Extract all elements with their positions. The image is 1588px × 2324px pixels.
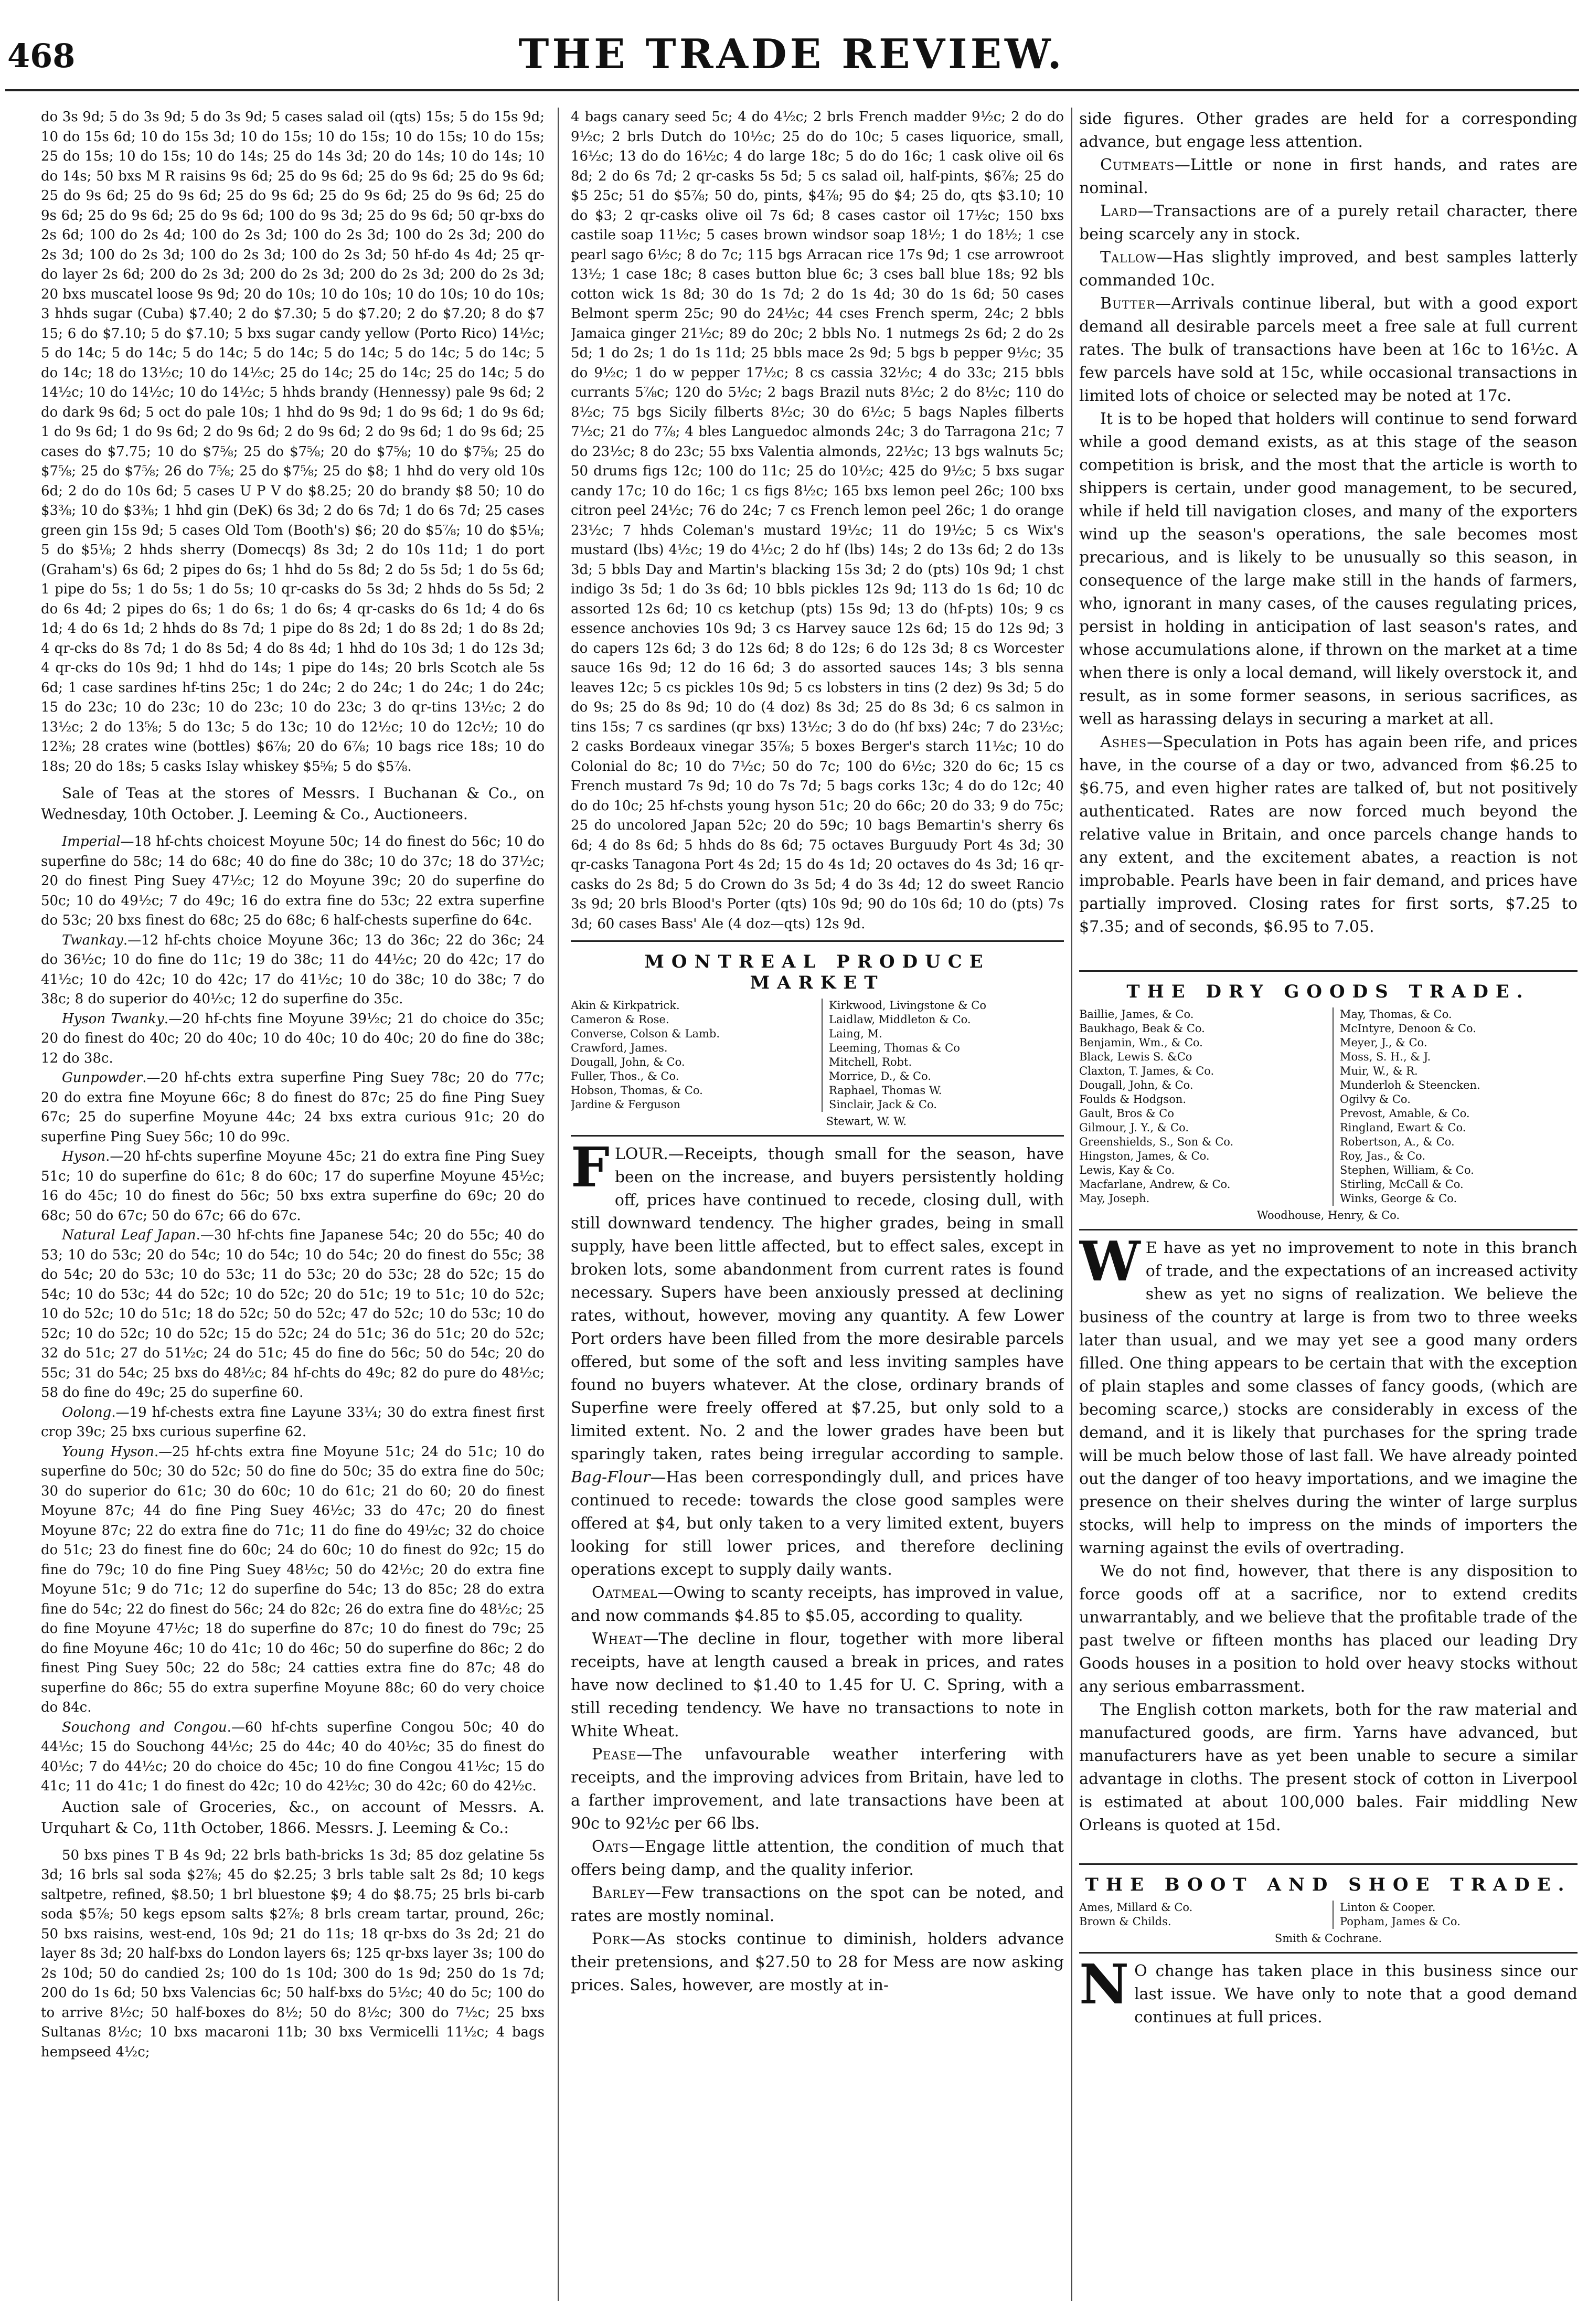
paragraph-label: Pork — [592, 1930, 630, 1948]
paragraph-label: Barley — [592, 1884, 646, 1902]
tea-lot-label: Oolong — [62, 1404, 112, 1420]
firm-list-left — [571, 999, 813, 1112]
firm-name: May, Joseph. — [1079, 1192, 1150, 1205]
firm-name: Muir, W., & R. — [1340, 1065, 1418, 1077]
paragraph-text: —Engage little attention, the condition of much that offers being damp, and the quality inferior. — [571, 1838, 1064, 1879]
tea-lot — [41, 931, 545, 1010]
market-paragraph — [1079, 246, 1578, 292]
firm-name: Meyer, J., & Co. — [1340, 1036, 1427, 1049]
dry-goods-text: E have as yet no improvement to note in this branch of trade, and the expectations of an increased activity shew as yet no signs of realization. We believe the business of the country at large is from two to three weeks later than usual, and we may yet see a good many orders filled. One thing appears to be certain that with the exception of plain staples and some classes of fancy goods, (which are becoming scarce,) stocks are considerably in excess of the demand, and it is likely that purchases for the spring trade will be much below those of last fall. We have already pointed out the danger of too heavy importations, and we imagine the presence on their shelves during the winter of large surplus stocks, will help to impress on the minds of importers the warning against the evils of overtrading. — [1079, 1239, 1578, 1557]
market-paragraph — [571, 1928, 1064, 1997]
grocery-lots-text: 50 bxs pines T B 4s 9d; 22 brls bath-bricks 1s 3d; 85 doz gelatine 5s 3d; 16 brls sal soda $2⅞; 45 do $2.25; 3 brls table salt 2s 8d; 10 kegs saltpetre, refined, $8.50; 1 brl bluestone $9; 4 do $8.75; 25 brls bi-carb soda $5⅞; 50 kegs epsom salts $2⅞; 8 brls cream tartar, pround, 26c; 50 bxs raisins, west-end, 10s 9d; 21 do 11s; 18 qr-bxs do 3s 2d; 21 do layer 8s 3d; 20 half-bxs do London layers 6s; 125 qr-bxs layer 3s; 100 do 2s 10d; 50 do candied 2s; 100 do 1s 10d; 300 do 1s 9d; 250 do 1s 7d; 200 do 1s 6d; 50 bxs Valencias 6c; 50 half-bxs do 5½c; 40 do 5c; 100 do to arrive 8½c; 50 half-boxes do 8½; 50 do 8½c; 300 do 7½c; 25 bxs Sultanas 8½c; 10 bxs macaroni 11b; 30 bxs Vermicelli 11½c; 4 bags hempseed 4½c; — [41, 1847, 545, 2060]
firm-name: Mitchell, Robt. — [829, 1056, 912, 1068]
firm-name: Linton & Cooper. — [1340, 1901, 1436, 1914]
dry-goods-paragraph: We do not find, however, that there is any disposition to force goods off at a sacrifice, nor to extend credits unwarrantably, and we believe that the profitable trade of the past twelve or fifteen months has placed our leading Dry Goods houses in a position to hold over heavy stocks without any serious embarrassment. — [1079, 1562, 1578, 1696]
market-paragraph — [571, 1582, 1064, 1628]
firm-name: Jardine & Ferguson — [571, 1098, 680, 1111]
firm-name: Dougall, John, & Co. — [1079, 1079, 1193, 1091]
firm-name: Prevost, Amable, & Co. — [1340, 1107, 1470, 1120]
market-paragraphs — [1079, 154, 1578, 408]
paragraph-label: Butter — [1100, 294, 1156, 313]
bag-flour-label: Bag-Flour — [571, 1468, 651, 1487]
market-paragraph — [1079, 200, 1578, 246]
paragraph-label: Oats — [592, 1838, 630, 1856]
firm-name: Laing, M. — [829, 1027, 882, 1040]
paragraph-text: —Little or none in first hands, and rates are nominal. — [1079, 156, 1578, 197]
header-rule — [5, 89, 1579, 91]
paragraph-text: —Few transactions on the spot can be noted, and rates are mostly nominal. — [571, 1884, 1064, 1925]
tea-lot-text: .—60 hf-chts superfine Congou 50c; 40 do 44½c; 15 do Souchong 44½c; 25 do 44c; 40 do 40½c; 35 do finest do 40½c; 7 do 44½c; 20 do choice do 45c; 10 do fine Congou 41½c; 15 do 41c; 11 do 41c; 1 do finest do 42c; 10 do 42½c; 30 do 42c; 60 do 42½c. — [41, 1719, 545, 1794]
section-rule — [1079, 970, 1578, 972]
section-rule — [1079, 1229, 1578, 1230]
firm-name: Sinclair, Jack & Co. — [829, 1098, 937, 1111]
firm-name: Crawford, James. — [571, 1042, 668, 1054]
firm-name: Kirkwood, Livingstone & Co — [829, 999, 986, 1012]
firm-name: Brown & Childs. — [1079, 1915, 1171, 1928]
tea-lot-label: Hyson Twanky — [62, 1011, 164, 1027]
firm-name: Converse, Colson & Lamb. — [571, 1027, 720, 1040]
ashes-text: —Speculation in Pots has again been rife, and prices have, in the course of a day or two, advanced from $6.25 to $6.75, and even higher rates are talked of, but not positively authenticated. Rates are now forced much beyond the relative value in Britain, and once parcels change hands to any extent, and the excitement abates, a reaction is not improbable. Pearls have been in fair demand, and prices have partially improved. Closing rates for first sorts, $7.25 to $7.35; and of seconds, $6.95 to 7.05. — [1079, 733, 1578, 936]
drop-cap: F — [571, 1135, 610, 1200]
drop-cap: N — [1079, 1952, 1129, 2017]
tea-lot-text: .—20 hf-chts extra superfine Ping Suey 78c; 20 do 77c; 20 do extra fine Moyune 66c; 8 do finest do 87c; 25 do fine Ping Suey 67c; 25 do superfine Moyune 44c; 24 bxs extra curious 91c; 20 do superfine Ping Suey 56c; 10 do 99c. — [41, 1070, 545, 1145]
paragraph-text: —As stocks continue to diminish, holders advance their pretensions, and $27.50 to 28 for Mess are now asking prices. Sales, however, are mostly at in- — [571, 1930, 1064, 1994]
firm-list-right — [1333, 1007, 1578, 1206]
firm-name: Popham, James & Co. — [1340, 1915, 1461, 1928]
flour-text: LOUR.—Receipts, though small for the season, have been on the increase, and buyers persistently holding off, prices have continued to recede, closing dull, with still downward tendency. The higher grades, being in small supply, have been little affected, but to effect sales, except in broken lots, some abandonment from current rates is found necessary. Supers have been anxiously pressed at declining rates, without, however, moving any quantity. A few Lower Port orders have been filled from the more desirable parcels offered, but some of the soft and less inviting samples have found no buyers whatever. At the close, ordinary brands of Superfine were freely offered at $7.25, but only sold to a limited extent. No. 2 and the lower grades have been but sparingly taken, rates being irregular according to sample. — [571, 1145, 1064, 1463]
firm-list — [1079, 1007, 1578, 1206]
paragraph-text: —The decline in flour, together with more liberal receipts, have at length caused a break in prices, and rates have now declined to $1.40 to 1.45 for U. C. Spring, with a still receding tendency. We have no transactions to note in White Wheat. — [571, 1630, 1064, 1741]
paragraph-text: —Transactions are of a purely retail character, there being scarcely any in stock. — [1079, 202, 1578, 243]
tea-lot-label: Twankay — [62, 932, 123, 948]
tea-lot-text: .—20 hf-chts fine Moyune 39½c; 21 do choice do 35c; 20 do finest do 40c; 20 do 40c; 10 do 40c; 10 do 40c; 20 do fine do 38c; 12 do 38c. — [41, 1011, 545, 1066]
column-divider — [558, 108, 559, 2301]
paragraph-label: Wheat — [592, 1630, 643, 1648]
tea-lot-text: —18 hf-chts choicest Moyune 50c; 14 do finest do 56c; 10 do superfine do 58c; 14 do 68c; 40 do fine do 38c; 10 do 37c; 18 do 37½c; 20 do finest Ping Suey 47½c; 12 do Moyune 39c; 20 do superfine do 50c; 10 do 49½c; 7 do 49c; 16 do extra fine do 53c; 22 extra superfine do 53c; 20 bxs finest do 68c; 25 do 68c; 6 half-chests superfine do 64c. — [41, 834, 545, 928]
section-rule — [1079, 1952, 1578, 1954]
page-header — [7, 30, 1576, 88]
firm-list-left — [1079, 1007, 1324, 1206]
paragraph-label: Oatmeal — [592, 1584, 658, 1602]
firm-name: Hobson, Thomas, & Co. — [571, 1084, 703, 1097]
boot-shoe-text: O change has taken place in this business since our last issue. We have only to note that a good demand continues at full prices. — [1134, 1962, 1578, 2026]
column-1 — [41, 108, 545, 2306]
market-paragraphs — [571, 1582, 1064, 1997]
tea-lot — [41, 1442, 545, 1718]
tea-lot — [41, 1147, 545, 1226]
firm-name: McIntyre, Denoon & Co. — [1340, 1022, 1476, 1035]
flour-paragraph — [571, 1135, 1064, 1582]
tea-lot-label: Hyson — [62, 1149, 106, 1164]
firm-name: Claxton, T. James, & Co. — [1079, 1065, 1214, 1077]
firm-name: Macfarlane, Andrew, & Co. — [1079, 1178, 1231, 1191]
tea-lot-text: .—20 hf-chts superfine Moyune 45c; 21 do extra fine Ping Suey 51c; 10 do superfine do 61c; 8 do 60c; 17 do superfine Moyune 45½c; 16 do 45c; 10 do finest do 56c; 50 bxs extra superfine do 69c; 20 do 68c; 50 do 67c; 50 do 67c; 66 do 67c. — [41, 1149, 545, 1224]
market-paragraph — [1079, 154, 1578, 200]
firm-name: Baukhago, Beak & Co. — [1079, 1022, 1205, 1035]
firm-name: Raphael, Thomas W. — [829, 1084, 942, 1097]
firm-list-left — [1079, 1901, 1324, 1929]
market-paragraph — [571, 1835, 1064, 1882]
journal-title: THE TRADE REVIEW. — [518, 30, 1065, 78]
drop-cap: W — [1079, 1229, 1141, 1293]
tea-lots — [41, 832, 545, 1797]
firm-name: Cameron & Rose. — [571, 1013, 669, 1026]
grocery-sale-notice: Auction sale of Groceries, &c., on account of Messrs. A. Urquhart & Co, 11th October, 1866. Messrs. J. Leeming & Co.: — [41, 1798, 545, 1837]
column-2 — [571, 108, 1064, 2306]
firm-name: Fuller, Thos., & Co. — [571, 1070, 679, 1083]
market-paragraph — [1079, 292, 1578, 408]
tea-lot-label: Natural Leaf Japan — [62, 1227, 196, 1243]
firm-name: Gault, Bros & Co — [1079, 1107, 1174, 1120]
tea-lot-label: Imperial — [62, 834, 121, 850]
firm-name: Ringland, Ewart & Co. — [1340, 1121, 1466, 1134]
tea-lot-text: .—30 hf-chts fine Japanese 54c; 20 do 55c; 40 do 53; 10 do 53c; 20 do 54c; 10 do 54c; 10 do 54c; 20 do finest do 55c; 38 do 54c; 20 do 53c; 10 do 53c; 11 do 53c; 20 do 53c; 28 do 52c; 15 do 54c; 10 do 53c; 44 do 52c; 10 do 52c; 20 do 51c; 19 to 51c; 10 do 52c; 10 do 52c; 10 do 51c; 18 do 52c; 50 do 52c; 47 do 52c; 10 do 53c; 10 do 52c; 10 do 52c; 10 do 52c; 15 do 52c; 24 do 51c; 36 do 51c; 20 do 52c; 32 do 51c; 27 do 51½c; 24 do 51c; 45 do fine do 56c; 50 do 54c; 20 do 55c; 31 do 54c; 25 bxs do 48½c; 84 hf-chts do 49c; 82 do pure do 48½c; 58 do fine do 49c; 25 do superfine 60. — [41, 1227, 545, 1400]
market-paragraph — [571, 1743, 1064, 1835]
firm-name: Roy, Jas., & Co. — [1340, 1150, 1426, 1162]
firm-name: Robertson, A., & Co. — [1340, 1136, 1455, 1148]
tea-lot — [41, 1068, 545, 1147]
market-paragraph — [571, 1882, 1064, 1928]
firm-list-footer: Smith & Cochrane. — [1274, 1932, 1382, 1945]
firm-name: Winks, George & Co. — [1340, 1192, 1457, 1205]
firm-name: Ogilvy & Co. — [1340, 1093, 1411, 1106]
firm-name: Leeming, Thomas & Co — [829, 1042, 960, 1054]
firm-list — [571, 999, 1064, 1112]
firm-name: Stephen, William, & Co. — [1340, 1164, 1474, 1176]
firm-list-footer: Woodhouse, Henry, & Co. — [1256, 1209, 1400, 1222]
tea-lot — [41, 1010, 545, 1069]
firm-name: Foulds & Hodgson. — [1079, 1093, 1187, 1106]
firm-list — [1079, 1901, 1578, 1929]
butter-paragraph: It is to be hoped that holders will continue to send forward while a good demand exists, as at this stage of the season competition is brisk, and the most that the article is worth to shippers is certain, under good management, to be secured, while if held till navigation closes, and many of the exporters wind up the season's operations, the sale becomes most precarious, and is likely to be unusually so this season, in consequence of the large make still in the hands of farmers, who, ignorant in many cases, of the causes regulating prices, persist in holding in anticipation of last season's rates, and whose accumulations alone, if thrown on the market at a time when there is only a local demand, will likely overstock it, and result, as in some former seasons, in serious sacrifices, as well as harassing delays in securing a market at all. — [1079, 410, 1578, 728]
paragraph-label: Pease — [592, 1745, 637, 1764]
market-continued-text: side figures. Other grades are held for a corresponding advance, but engage less attention. — [1079, 110, 1578, 151]
firm-name: Moss, S. H., & J. — [1340, 1050, 1431, 1063]
tea-lot-label: Souchong and Congou — [62, 1719, 227, 1735]
firm-name: Benjamin, Wm., & Co. — [1079, 1036, 1203, 1049]
section-rule — [571, 1135, 1064, 1137]
firm-name: Morrice, D., & Co. — [829, 1070, 931, 1083]
column-divider — [1071, 108, 1072, 2301]
firm-name: Dougall, John, & Co. — [571, 1056, 685, 1068]
tea-lot-text: .—12 hf-chts choice Moyune 36c; 13 do 36c; 22 do 36c; 24 do 36½c; 10 do fine do 11c; 19 do 38c; 11 do 44½c; 20 do 42c; 17 do 41½c; 10 do 42c; 10 do 42c; 17 do 41½c; 10 do 38c; 10 do 38c; 7 do 38c; 8 do superior do 40½c; 12 do superfine do 35c. — [41, 932, 545, 1007]
firm-name: Ames, Millard & Co. — [1079, 1901, 1193, 1914]
paragraph-text: —Has slightly improved, and best samples latterly commanded 10c. — [1079, 248, 1578, 290]
bag-flour-text: —Has been correspondingly dull, and prices have continued to recede: towards the close good samples were offered at $4, but only taken to a very limited extent, buyers looking for still lower prices, and therefore declining operations except to supply daily wants. — [571, 1468, 1064, 1579]
tea-lot — [41, 1226, 545, 1403]
firm-name: Gilmour, J. Y., & Co. — [1079, 1121, 1189, 1134]
firm-name: Laidlaw, Middleton & Co. — [829, 1013, 971, 1026]
firm-list-right — [1333, 1901, 1578, 1929]
firm-name: Stirling, McCall & Co. — [1340, 1178, 1464, 1191]
ashes-paragraph — [1079, 731, 1578, 939]
page-number: 468 — [7, 37, 76, 75]
auction-continued-text: do 3s 9d; 5 do 3s 9d; 5 do 3s 9d; 5 cases salad oil (qts) 15s; 5 do 15s 9d; 10 do 15s 6d; 10 do 15s 3d; 10 do 15s; 10 do 15s; 10 do 15s; 10 do 15s; 25 do 15s; 10 do 15s; 10 do 14s; 25 do 14s 3d; 20 do 14s; 10 do 14s; 10 do 14s; 50 bxs M R raisins 9s 6d; 25 do 9s 6d; 25 do 9s 6d; 25 do 9s 6d; 25 do 9s 6d; 25 do 9s 6d; 25 do 9s 6d; 25 do 9s 6d; 25 do 9s 6d; 25 do 9s 6d; 25 do 9s 6d; 25 do 9s 6d; 100 do 9s 3d; 25 do 9s 6d; 50 qr-bxs do 2s 6d; 100 do 2s 4d; 100 do 2s 3d; 100 do 2s 3d; 100 do 2s 3d; 200 do 2s 3d; 100 do 2s 3d; 100 do 2s 3d; 100 do 2s 3d; 50 hf-do 4s 4d; 25 qr-do layer 2s 6d; 200 do 2s 3d; 200 do 2s 3d; 200 do 2s 3d; 200 do 2s 3d; 20 bxs muscatel loose 9s 9d; 20 do 10s; 10 do 10s; 10 do 10s; 10 do 10s; 3 hhds sugar (Cuba) $7.40; 2 do $7.30; 5 do $7.20; 2 do $7.20; 8 do $7 15; 6 do $7.10; 5 do $7.10; 5 bxs sugar candy yellow (Porto Rico) 14½c; 5 do 14c; 5 do 14c; 5 do 14c; 5 do 14c; 5 do 14c; 5 do 14c; 5 do 14c; 5 do 14c; 18 do 13½c; 10 do 14½c; 25 do 14c; 25 do 14c; 25 do 14c; 5 do 14½c; 10 do 14½c; 10 do 14½c; 5 hhds brandy (Hennessy) pale 9s 6d; 2 do dark 9s 6d; 5 oct do pale 10s; 1 hhd do 9s 9d; 1 do 9s 6d; 1 do 9s 6d; 1 do 9s 6d; 1 do 9s 6d; 2 do 9s 6d; 2 do 9s 6d; 2 do 9s 6d; 1 do 9s 6d; 25 cases do $7.75; 10 do $7⅝; 25 do $7⅝; 20 do $7⅝; 10 do $7⅝; 25 do $7⅝; 25 do $7⅝; 26 do 7⅝; 25 do $7⅝; 25 do $8; 1 hhd do very old 10s 6d; 2 do do 10s 6d; 5 cases U P V do $8.25; 20 do brandy $8 50; 10 do $3⅜; 10 do $3⅜; 1 hhd gin (DeK) 6s 3d; 2 do 6s 7d; 1 do 6s 7d; 25 cases green gin 15s 9d; 5 cases Old Tom (Booth's) $6; 20 do $5⅞; 10 do $5⅛; 5 do $5⅛; 2 hhds sherry (Domecqs) 8s 3d; 2 do 10s 11d; 1 do port (Graham's) 6s 6d; 2 pipes do 6s; 1 hhd do 5s 8d; 2 do 5s 5d; 1 do 5s 6d; 1 pipe do 5s; 1 do 5s; 1 do 5s; 10 qr-casks do 5s 3d; 2 hhds do 5s 5d; 2 do 6s 4d; 2 pipes do 6s; 1 do 6s; 1 do 6s; 4 qr-casks do 6s 1d; 4 do 6s 1d; 4 do 6s 1d; 2 hhds do 8s 7d; 1 pipe do 8s 2d; 1 do 8s 2d; 1 do 8s 2d; 4 qr-cks do 8s 7d; 1 do 8s 5d; 4 do 8s 4d; 1 hhd do 10s 3d; 1 do 12s 3d; 4 qr-cks do 10s 9d; 1 hhd do 14s; 1 pipe do 14s; 20 brls Scotch ale 5s 6d; 1 case sardines hf-tins 25c; 1 do 24c; 2 do 24c; 1 do 24c; 1 do 24c; 15 do 23c; 10 do 23c; 10 do 23c; 10 do 23c; 3 do qr-tins 13½c; 2 do 13½c; 2 do 13⅝; 5 do 13c; 5 do 13c; 10 do 12½c; 10 do 12c½; 10 do 12⅜; 28 crates wine (bottles) $6⅞; 20 do 6⅞; 10 bags rice 18s; 10 do 18s; 20 do 18s; 5 casks Islay whiskey $5⅝; 5 do $5⅞. — [41, 109, 545, 774]
market-paragraph — [571, 1628, 1064, 1743]
tea-sale-notice: Sale of Teas at the stores of Messrs. I Buchanan & Co., on Wednesday, 10th October. J. Leeming & Co., Auctioneers. — [41, 784, 545, 823]
paragraph-text: —Owing to scanty receipts, has improved in value, and now commands $4.85 to $5.05, according to quality. — [571, 1584, 1064, 1625]
firm-list-right — [822, 999, 1064, 1112]
section-title: MONTREAL PRODUCE MARKET — [644, 951, 990, 993]
dry-goods-paragraph — [1079, 1229, 1578, 1560]
section-title: THE DRY GOODS TRADE. — [1126, 981, 1530, 1002]
firm-name: May, Thomas, & Co. — [1340, 1008, 1452, 1021]
paragraph-text: —Arrivals continue liberal, but with a good export demand all desirable parcels meet a free sale at full current rates. The bulk of transactions have been at 16c to 16½c. A few parcels have sold at 15c, while occasional transactions in limited lots of choice or selected may be noted at 17c. — [1079, 294, 1578, 405]
paragraph-label: Lard — [1100, 202, 1138, 220]
boot-shoe-paragraph — [1079, 1952, 1578, 2029]
ashes-label: Ashes — [1100, 733, 1147, 751]
firm-name: Greenshields, S., Son & Co. — [1079, 1136, 1234, 1148]
firm-name: Munderloh & Steencken. — [1340, 1079, 1480, 1091]
dry-goods-paragraph: The English cotton markets, both for the raw material and manufactured goods, are firm. Yarns have advanced, but manufacturers have as yet been unable to secure a similar advantage in cloths. The present stock of cotton in Liverpool is estimated at about 100,000 bales. Fair middling New Orleans is quoted at 15d. — [1079, 1701, 1578, 1834]
column-3 — [1079, 108, 1578, 2306]
paragraph-label: Cutmeats — [1100, 156, 1175, 174]
paragraph-label: Tallow — [1100, 248, 1157, 267]
tea-lot-text: .—19 hf-chests extra fine Layune 33¼; 30 do extra finest first crop 39c; 25 bxs curious superfine 62. — [41, 1404, 545, 1440]
tea-lot-text: .—25 hf-chts extra fine Moyune 51c; 24 do 51c; 10 do superfine do 50c; 30 do 52c; 50 do fine do 50c; 35 do extra fine do 50c; 30 do superior do 61c; 30 do 60c; 10 do 61c; 21 do 60; 20 do finest Moyune 87c; 44 do fine Ping Suey 46½c; 33 do 47c; 20 do finest Moyune 87c; 22 do extra fine do 71c; 11 do fine do 49½c; 32 do choice do 51c; 23 do finest fine do 60c; 24 do 60c; 10 do finest do 92c; 15 do fine do 79c; 10 do fine Ping Suey 48½c; 50 do 42½c; 20 do extra fine Moyune 51c; 9 do 71c; 12 do superfine do 54c; 13 do 85c; 28 do extra fine do 54c; 22 do finest do 56c; 24 do 82c; 26 do extra fine do 48½c; 25 do fine Moyune 47½c; 18 do superfine do 87c; 10 do finest do 79c; 25 do fine Moyune 46c; 10 do 41c; 10 do 46c; 50 do superfine do 86c; 2 do finest Ping Suey 50c; 22 do 58c; 24 catties extra fine do 87c; 48 do superfine do 86c; 55 do extra superfine Moyune 88c; 60 do very choice do 84c. — [41, 1444, 545, 1715]
firm-list-footer: Stewart, W. W. — [826, 1115, 907, 1128]
section-rule — [1079, 1863, 1578, 1865]
firm-name: Black, Lewis S. &Co — [1079, 1050, 1192, 1063]
section-rule — [571, 940, 1064, 942]
tea-lot — [41, 832, 545, 931]
auction-continued-text: 4 bags canary seed 5c; 4 do 4½c; 2 brls French madder 9½c; 2 do do 9½c; 2 brls Dutch do 10½c; 25 do do 10c; 5 cases liquorice, small, 16½c; 13 do do 16½c; 4 do large 18c; 5 do do 16c; 1 cask olive oil 6s 8d; 2 do 6s 7d; 2 qr-casks 5s 5d; 5 cs salad oil, half-pints, $6⅞; 25 do $5 25c; 51 do $5⅞; 50 do, pints, $4⅞; 95 do $4; 25 do, qts $3.10; 10 do $3; 2 qr-casks olive oil 7s 6d; 8 cases castor oil 17½c; 150 bxs castile soap 11½c; 5 cases brown windsor soap 18½; 1 do 18½; 1 cse pearl sago 6½c; 8 do 7c; 115 bgs Arracan rice 17s 9d; 1 cse arrowroot 13½; 1 case 18c; 8 cases button blue 6c; 3 cses ball blue 18s; 92 bls cotton wick 1s 8d; 30 do 1s 7d; 2 do 1s 4d; 30 do 1s 6d; 50 cases Belmont sperm 25c; 90 do 24½c; 44 cses French sperm, 24c; 2 bbls Jamaica ginger 21½c; 89 do 20c; 2 bbls No. 1 nutmegs 2s 6d; 2 do 2s 5d; 1 do 2s; 1 do 1s 11d; 25 bbls mace 2s 9d; 5 bgs b pepper 9½c; 35 do 9½c; 1 do w pepper 17½c; 8 cs cassia 32½c; 4 do 33c; 215 bbls currants 5⅞c; 120 do 5½c; 2 bags Brazil nuts 8½c; 2 do 8½c; 110 do 8½c; 75 bgs Sicily filberts 8½c; 30 do 6½c; 5 bags Naples filberts 7½c; 21 do 7⅞; 4 bles Languedoc almonds 24c; 3 do Tarragona 21c; 7 do 23½c; 8 do 23c; 55 bxs Valentia almonds, 22½c; 13 bgs walnuts 5c; 50 drums figs 12c; 100 do 11c; 25 do 10½c; 425 do 9½c; 5 bxs sugar candy 17c; 10 do 16c; 1 cs figs 8½c; 165 bxs lemon peel 26c; 100 bxs citron peel 24½c; 76 do 24c; 7 cs French lemon peel 26c; 1 do orange 23½c; 7 hhds Coleman's mustard 19½c; 11 do 19½c; 5 cs Wix's mustard (lbs) 4½c; 19 do 4½c; 2 do hf (lbs) 14s; 2 do 13s 6d; 2 do 13s 3d; 5 bbls Day and Martin's blacking 15s 3d; 2 do (pts) 10s 9d; 1 chst indigo 3s 5d; 1 do 3s 6d; 10 bbls pickles 12s 9d; 113 do 1s 6d; 10 dc assorted 12s 6d; 10 cs ketchup (pts) 15s 9d; 13 do (hf-pts) 10s; 9 cs essence anchovies 10s 9d; 3 cs Harvey sauce 12s 6d; 15 do 12s 9d; 3 do capers 12s 6d; 3 do 12s 6d; 8 do 12s; 6 do 12s 3d; 8 cs Worcester sauce 16s 9d; 12 do 16 6d; 3 do assorted sauces 14s; 3 bls senna leaves 12c; 5 cs pickles 10s 9d; 5 cs lobsters in tins (2 dez) 9s 3d; 5 do do 9s; 25 do 8s 9d; 10 do (4 doz) 8s 3d; 25 do 8s 3d; 6 cs salmon in tins 15s; 7 cs sardines (qr bxs) 13½c; 3 do do (hf bxs) 24c; 7 do 23½c; 2 casks Bordeaux vinegar 35⅞; 5 boxes Berger's starch 11½c; 10 do Colonial do 8c; 10 do 7½c; 50 do 7c; 100 do 6½c; 320 do 6c; 15 cs French mustard 7s 9d; 10 do 7s 7d; 5 bags corks 13c; 4 do do 12c; 40 do do 10c; 25 hf-chsts young hyson 51c; 20 do 66c; 20 do 33; 9 do 75c; 25 do uncolored Japan 52c; 20 do 59c; 10 bags Bemartin's sherry 6s 6d; 4 do 8s 6d; 5 hhds do 8s 6d; 75 octaves Burguudy Port 4s 3d; 30 qr-casks Tanagona Port 4s 2d; 15 do 4s 1d; 20 octaves do 4s 3d; 16 qr-casks do 2s 8d; 5 do Crown do 3s 5d; 4 do 3s 4d; 12 do sweet Rancio 3s 9d; 20 brls Blood's Porter (qts) 10s 9d; 90 do 10s 6d; 10 do (pts) 7s 3d; 60 cases Bass' Ale (4 doz—qts) 12s 9d. — [571, 109, 1064, 932]
tea-lot-label: Gunpowder — [62, 1070, 143, 1086]
tea-lot — [41, 1718, 545, 1797]
tea-lot — [41, 1403, 545, 1442]
paragraph-text: —The unfavourable weather interfering with receipts, and the improving advices from Britain, have led to a farther improvement, and late transactions have been at 90c to 92½c per 66 lbs. — [571, 1745, 1064, 1833]
section-title: THE BOOT AND SHOE TRADE. — [1085, 1874, 1572, 1895]
firm-name: Akin & Kirkpatrick. — [571, 999, 680, 1012]
firm-name: Lewis, Kay & Co. — [1079, 1164, 1175, 1176]
firm-name: Hingston, James, & Co. — [1079, 1150, 1210, 1162]
firm-name: Baillie, James, & Co. — [1079, 1008, 1194, 1021]
tea-lot-label: Young Hyson — [62, 1444, 154, 1460]
